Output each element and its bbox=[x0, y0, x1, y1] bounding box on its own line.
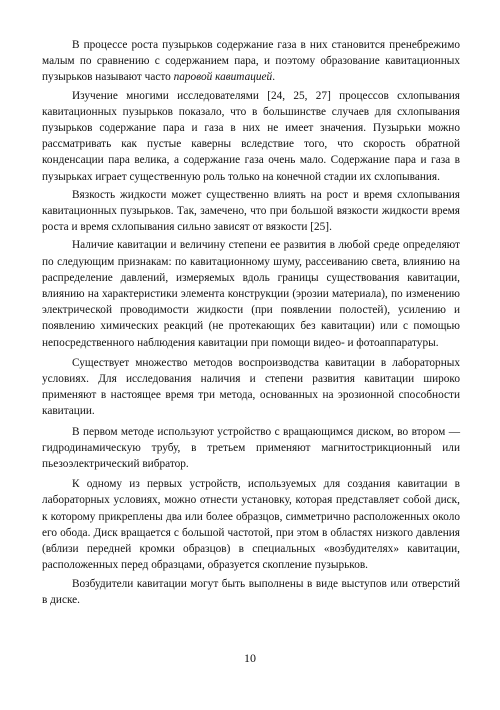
paragraph-cavitation-signs: Наличие кавитации и величину степени ее развития в любой среде определяют по следующим признакам: по кавитационному шуму, рассеиванию света, влиянию на распределение давлений, измеряемых вдоль границы существования кавитации, влиянию на характеристики элемента конструкции (эрозии материала), по изменению электрической проводимости жидкости (при появлении полостей), усилению и появлению химических реакций (не протекающих без кавитации) или с помощью непосредственного наблюдения кавитации при помощи видео- и фотоаппаратуры. bbox=[42, 239, 460, 349]
paragraph-viscosity: Вязкость жидкости может существенно влиять на рост и время схлопывания кавитационных пузырьков. Так, замечено, что при большой вязкости жидкости время роста и время схлопывания сильно зависят от вязкости [25]. bbox=[42, 188, 460, 234]
paragraph-bubble-collapse: Изучение многими исследователями [24, 25, 27] процессов схлопывания кавитационных пузырьков показало, что в большинстве случаев для схлопывания пузырьков содержание пара и газа в них не имеет значения. Пузырьки можно рассматривать как пустые каверны вследствие того, что скорость обратной конденсации пара велика, а содержание газа очень мало. Содержание пара и газа в пузырьках играет существенную роль только на конечной стадии их схлопывания. bbox=[42, 89, 460, 183]
paragraph-vapor-cavitation bbox=[42, 37, 460, 86]
paragraph-text-end: . bbox=[272, 71, 276, 84]
paragraph-lab-methods: Существует множество методов воспроизводства кавитации в лабораторных условиях. Для исследования наличия и степени развития кавитации широко применяют в настоящее время три метода, основанных на эрозионной способности кавитации. bbox=[42, 356, 460, 418]
paragraph-three-methods: В первом методе используют устройство с вращающимся диском, во втором — гидродинамическую трубу, в третьем применяют магнитострикционный или пьезоэлектрический вибратор. bbox=[42, 425, 460, 471]
term-vapor-cavitation: паровой кавитацией bbox=[173, 71, 273, 84]
paragraph-rotating-disk: К одному из первых устройств, используемых для создания кавитации в лабораторных условиях, можно отнести установку, которая представляет собой диск, к которому прикреплены два или более образцов, симметрично расположенных около его обода. Диск вращается с большой частотой, при этом в областях низкого давления (вблизи передней кромки образцов) в специальных «возбудителях» кавитации, расположенных перед образцами, образуется скопление пузырьков. bbox=[42, 478, 460, 572]
page-body bbox=[42, 37, 460, 610]
paragraph-exciters: Возбудители кавитации могут быть выполнены в виде выступов или отверстий в диске. bbox=[42, 577, 460, 606]
paragraph-text: В процессе роста пузырьков содержание газа в них становится пренебрежимо малым по сравнению с содержанием пара, и поэтому образование кавитационных пузырьков называют часто bbox=[42, 39, 460, 84]
page-number: 10 bbox=[244, 651, 256, 665]
